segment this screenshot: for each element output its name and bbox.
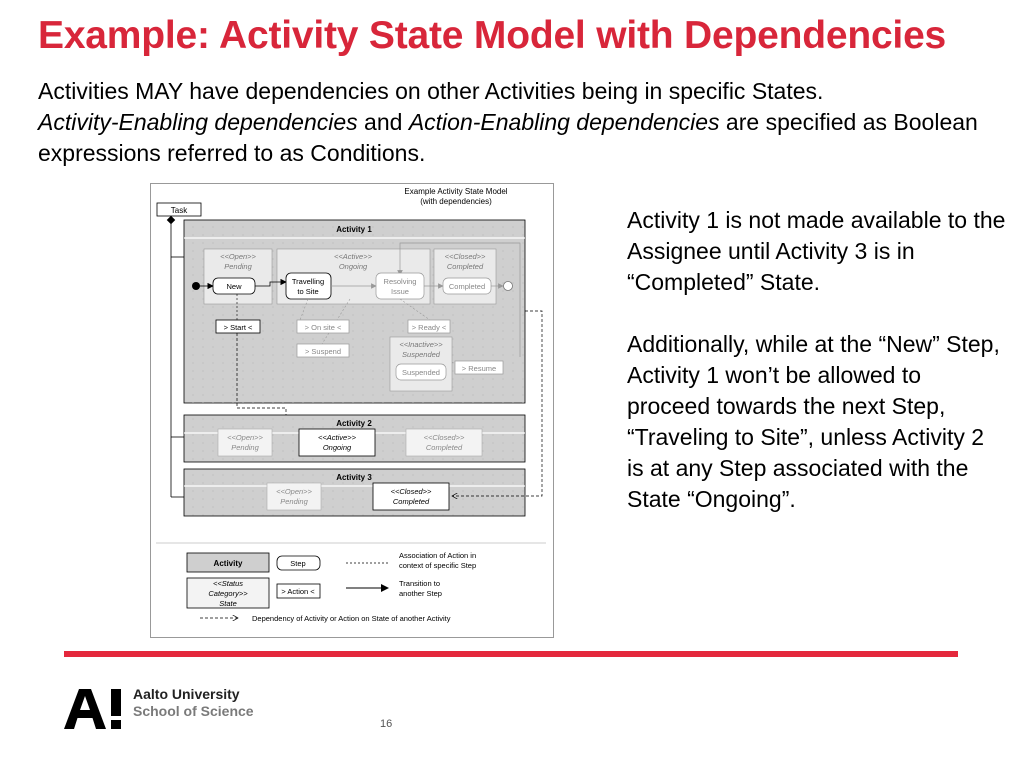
intro-and: and bbox=[357, 109, 409, 135]
a1-initial-node bbox=[192, 282, 200, 290]
explanation-paragraph-1: Activity 1 is not made available to the Assignee until Activity 3 is in “Completed” State. bbox=[627, 207, 1006, 295]
explanation-text bbox=[627, 205, 1007, 546]
step-completed-label: Completed bbox=[448, 282, 486, 291]
legend-status-1: <<Status bbox=[212, 579, 244, 588]
intro-line-1: Activities MAY have dependencies on other Activities being in specific States. bbox=[38, 78, 824, 104]
intro-tail: are specified as Boolean expressions referred to as Conditions. bbox=[38, 109, 978, 166]
activity-1-name: Activity 1 bbox=[336, 225, 372, 234]
activity-2-name: Activity 2 bbox=[336, 419, 372, 428]
diagram-title-2: (with dependencies) bbox=[420, 197, 492, 206]
activity-3-name: Activity 3 bbox=[336, 473, 372, 482]
a2-closed-stereotype: <<Closed>> bbox=[423, 433, 465, 442]
a1-active-stereotype: <<Active>> bbox=[334, 252, 372, 261]
a1-final-node bbox=[504, 282, 513, 291]
step-travelling-label-2: to Site bbox=[297, 287, 319, 296]
legend-transition-2: another Step bbox=[399, 589, 442, 598]
step-suspended-label: Suspended bbox=[402, 368, 440, 377]
legend-dependency-label: Dependency of Activity or Action on State of another Activity bbox=[252, 614, 451, 623]
step-resolving-label-2: Issue bbox=[391, 287, 409, 296]
legend-action-label: > Action < bbox=[281, 587, 315, 596]
a1-closed-name: Completed bbox=[446, 262, 484, 271]
school-label: School of Science bbox=[133, 703, 254, 719]
legend-status-3: State bbox=[219, 599, 237, 608]
legend-assoc-line-2: context of specific Step bbox=[399, 561, 477, 570]
action-enabling-term: Action-Enabling dependencies bbox=[408, 109, 720, 135]
activity-1 bbox=[184, 220, 525, 403]
university-name bbox=[133, 686, 254, 720]
action-suspend-label: > Suspend bbox=[304, 347, 342, 356]
activity-2 bbox=[184, 415, 525, 462]
a3-open-stereotype: <<Open>> bbox=[276, 487, 312, 496]
legend-activity-label: Activity bbox=[213, 559, 243, 568]
activity-enabling-term: Activity-Enabling dependencies bbox=[38, 109, 358, 135]
diagram-title-1: Example Activity State Model bbox=[404, 187, 508, 196]
a2-active-name: Ongoing bbox=[322, 443, 352, 452]
a2-closed-name: Completed bbox=[425, 443, 463, 452]
a2-open-name: Pending bbox=[231, 443, 259, 452]
activity-3 bbox=[184, 469, 525, 516]
step-travelling-label-1: Travelling bbox=[291, 277, 325, 286]
step-resolving-label-1: Resolving bbox=[383, 277, 417, 286]
intro-text bbox=[38, 76, 1008, 169]
legend-assoc-line-1: Association of Action in bbox=[399, 551, 477, 560]
aalto-logo-icon bbox=[64, 687, 126, 731]
explanation-paragraph-2: Additionally, while at the “New” Step, Activity 1 won’t be allowed to proceed towards the next Step, “Traveling to Site”, unless Activity 2 is at any Step associated with the State “Ongoing”. bbox=[627, 331, 1000, 512]
a1-closed-stereotype: <<Closed>> bbox=[444, 252, 486, 261]
a3-closed-name: Completed bbox=[392, 497, 430, 506]
a2-open-stereotype: <<Open>> bbox=[227, 433, 263, 442]
a1-inactive-stereotype: <<Inactive>> bbox=[399, 340, 443, 349]
svg-text:A!: A! bbox=[64, 687, 65, 688]
legend-status-2: Category>> bbox=[208, 589, 248, 598]
action-resume-label: > Resume bbox=[461, 364, 497, 373]
a2-active-stereotype: <<Active>> bbox=[318, 433, 356, 442]
step-new-label: New bbox=[226, 282, 242, 291]
university-label: Aalto University bbox=[133, 686, 240, 702]
footer-divider bbox=[64, 651, 958, 657]
a1-active-name: Ongoing bbox=[338, 262, 368, 271]
a1-open-stereotype: <<Open>> bbox=[220, 252, 256, 261]
slide-title: Example: Activity State Model with Dependencies bbox=[38, 14, 947, 57]
action-ready-label: > Ready < bbox=[411, 323, 447, 332]
legend-transition-1: Transition to bbox=[399, 579, 440, 588]
legend-step-label: Step bbox=[290, 559, 306, 568]
page-number: 16 bbox=[380, 718, 393, 730]
a1-open-name: Pending bbox=[224, 262, 252, 271]
action-start-label: > Start < bbox=[223, 323, 253, 332]
task-label: Task bbox=[170, 206, 188, 215]
a3-closed-stereotype: <<Closed>> bbox=[390, 487, 432, 496]
activity-state-diagram bbox=[150, 183, 554, 638]
a1-inactive-name: Suspended bbox=[402, 350, 440, 359]
a3-open-name: Pending bbox=[280, 497, 308, 506]
action-onsite-label: > On site < bbox=[304, 323, 342, 332]
